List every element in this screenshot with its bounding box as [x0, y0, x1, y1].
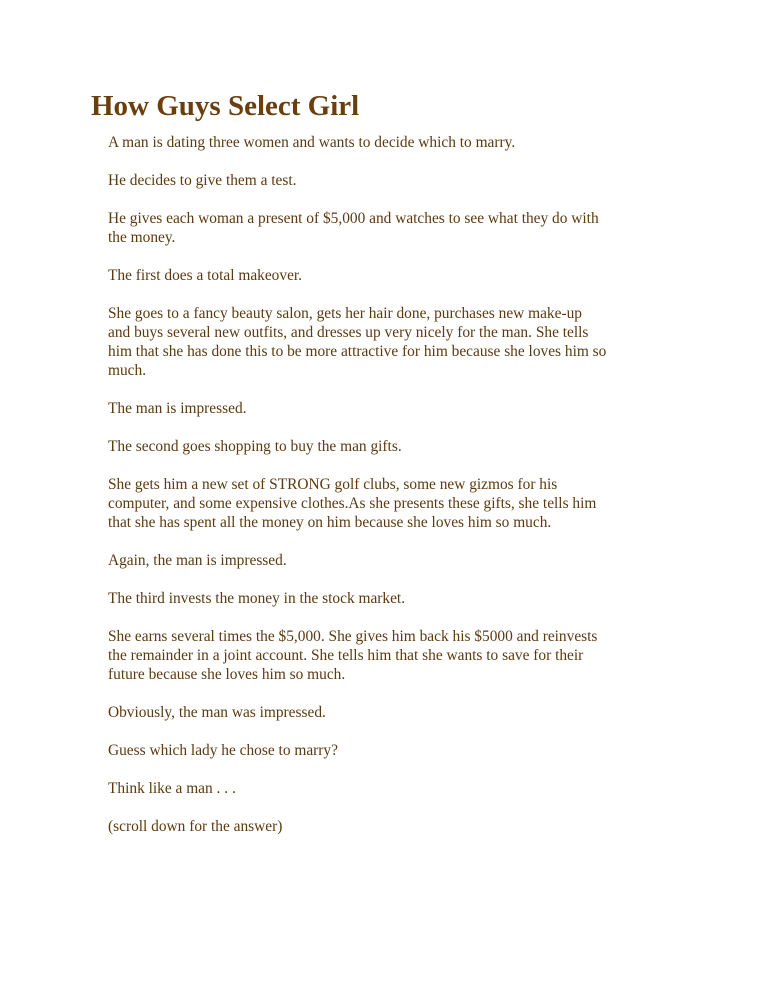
- text-line: much.: [108, 362, 147, 379]
- paragraph: [108, 779, 708, 798]
- paragraph: [108, 171, 708, 190]
- text-line: the remainder in a joint account. She tells him that she wants to save for their: [108, 647, 584, 664]
- paragraph: [108, 589, 708, 608]
- text-line: He decides to give them a test.: [108, 172, 297, 189]
- text-line: Guess which lady he chose to marry?: [108, 742, 338, 759]
- text-line: the money.: [108, 229, 176, 246]
- text-line: She gets him a new set of STRONG golf clubs, some new gizmos for his: [108, 476, 558, 493]
- text-line: He gives each woman a present of $5,000 and watches to see what they do with: [108, 210, 599, 227]
- paragraph: [108, 304, 708, 380]
- text-line: She earns several times the $5,000. She gives him back his $5000 and reinvests: [108, 628, 598, 645]
- text-line: Think like a man . . .: [108, 780, 236, 797]
- paragraph: [108, 703, 708, 722]
- paragraph: [108, 551, 708, 570]
- paragraph: [108, 627, 708, 684]
- text-line: She goes to a fancy beauty salon, gets her hair done, purchases new make-up: [108, 305, 582, 322]
- paragraph: [108, 741, 708, 760]
- document-body: [108, 133, 708, 855]
- text-line: Again, the man is impressed.: [108, 552, 287, 569]
- paragraph: [108, 266, 708, 285]
- text-line: (scroll down for the answer): [108, 818, 283, 835]
- paragraph: [108, 399, 708, 418]
- text-line: A man is dating three women and wants to decide which to marry.: [108, 134, 516, 151]
- text-line: The third invests the money in the stock market.: [108, 590, 406, 607]
- text-line: him that she has done this to be more attractive for him because she loves him so: [108, 343, 607, 360]
- text-line: computer, and some expensive clothes.As she presents these gifts, she tells him: [108, 495, 597, 512]
- paragraph: [108, 209, 708, 247]
- document-title: How Guys Select Girl: [91, 90, 360, 122]
- text-line: The first does a total makeover.: [108, 267, 303, 284]
- text-line: The man is impressed.: [108, 400, 247, 417]
- text-line: that she has spent all the money on him because she loves him so much.: [108, 514, 552, 531]
- paragraph: [108, 133, 708, 152]
- text-line: The second goes shopping to buy the man gifts.: [108, 438, 402, 455]
- text-line: Obviously, the man was impressed.: [108, 704, 326, 721]
- text-line: and buys several new outfits, and dresses up very nicely for the man. She tells: [108, 324, 589, 341]
- paragraph: [108, 817, 708, 836]
- text-line: future because she loves him so much.: [108, 666, 346, 683]
- paragraph: [108, 437, 708, 456]
- paragraph: [108, 475, 708, 532]
